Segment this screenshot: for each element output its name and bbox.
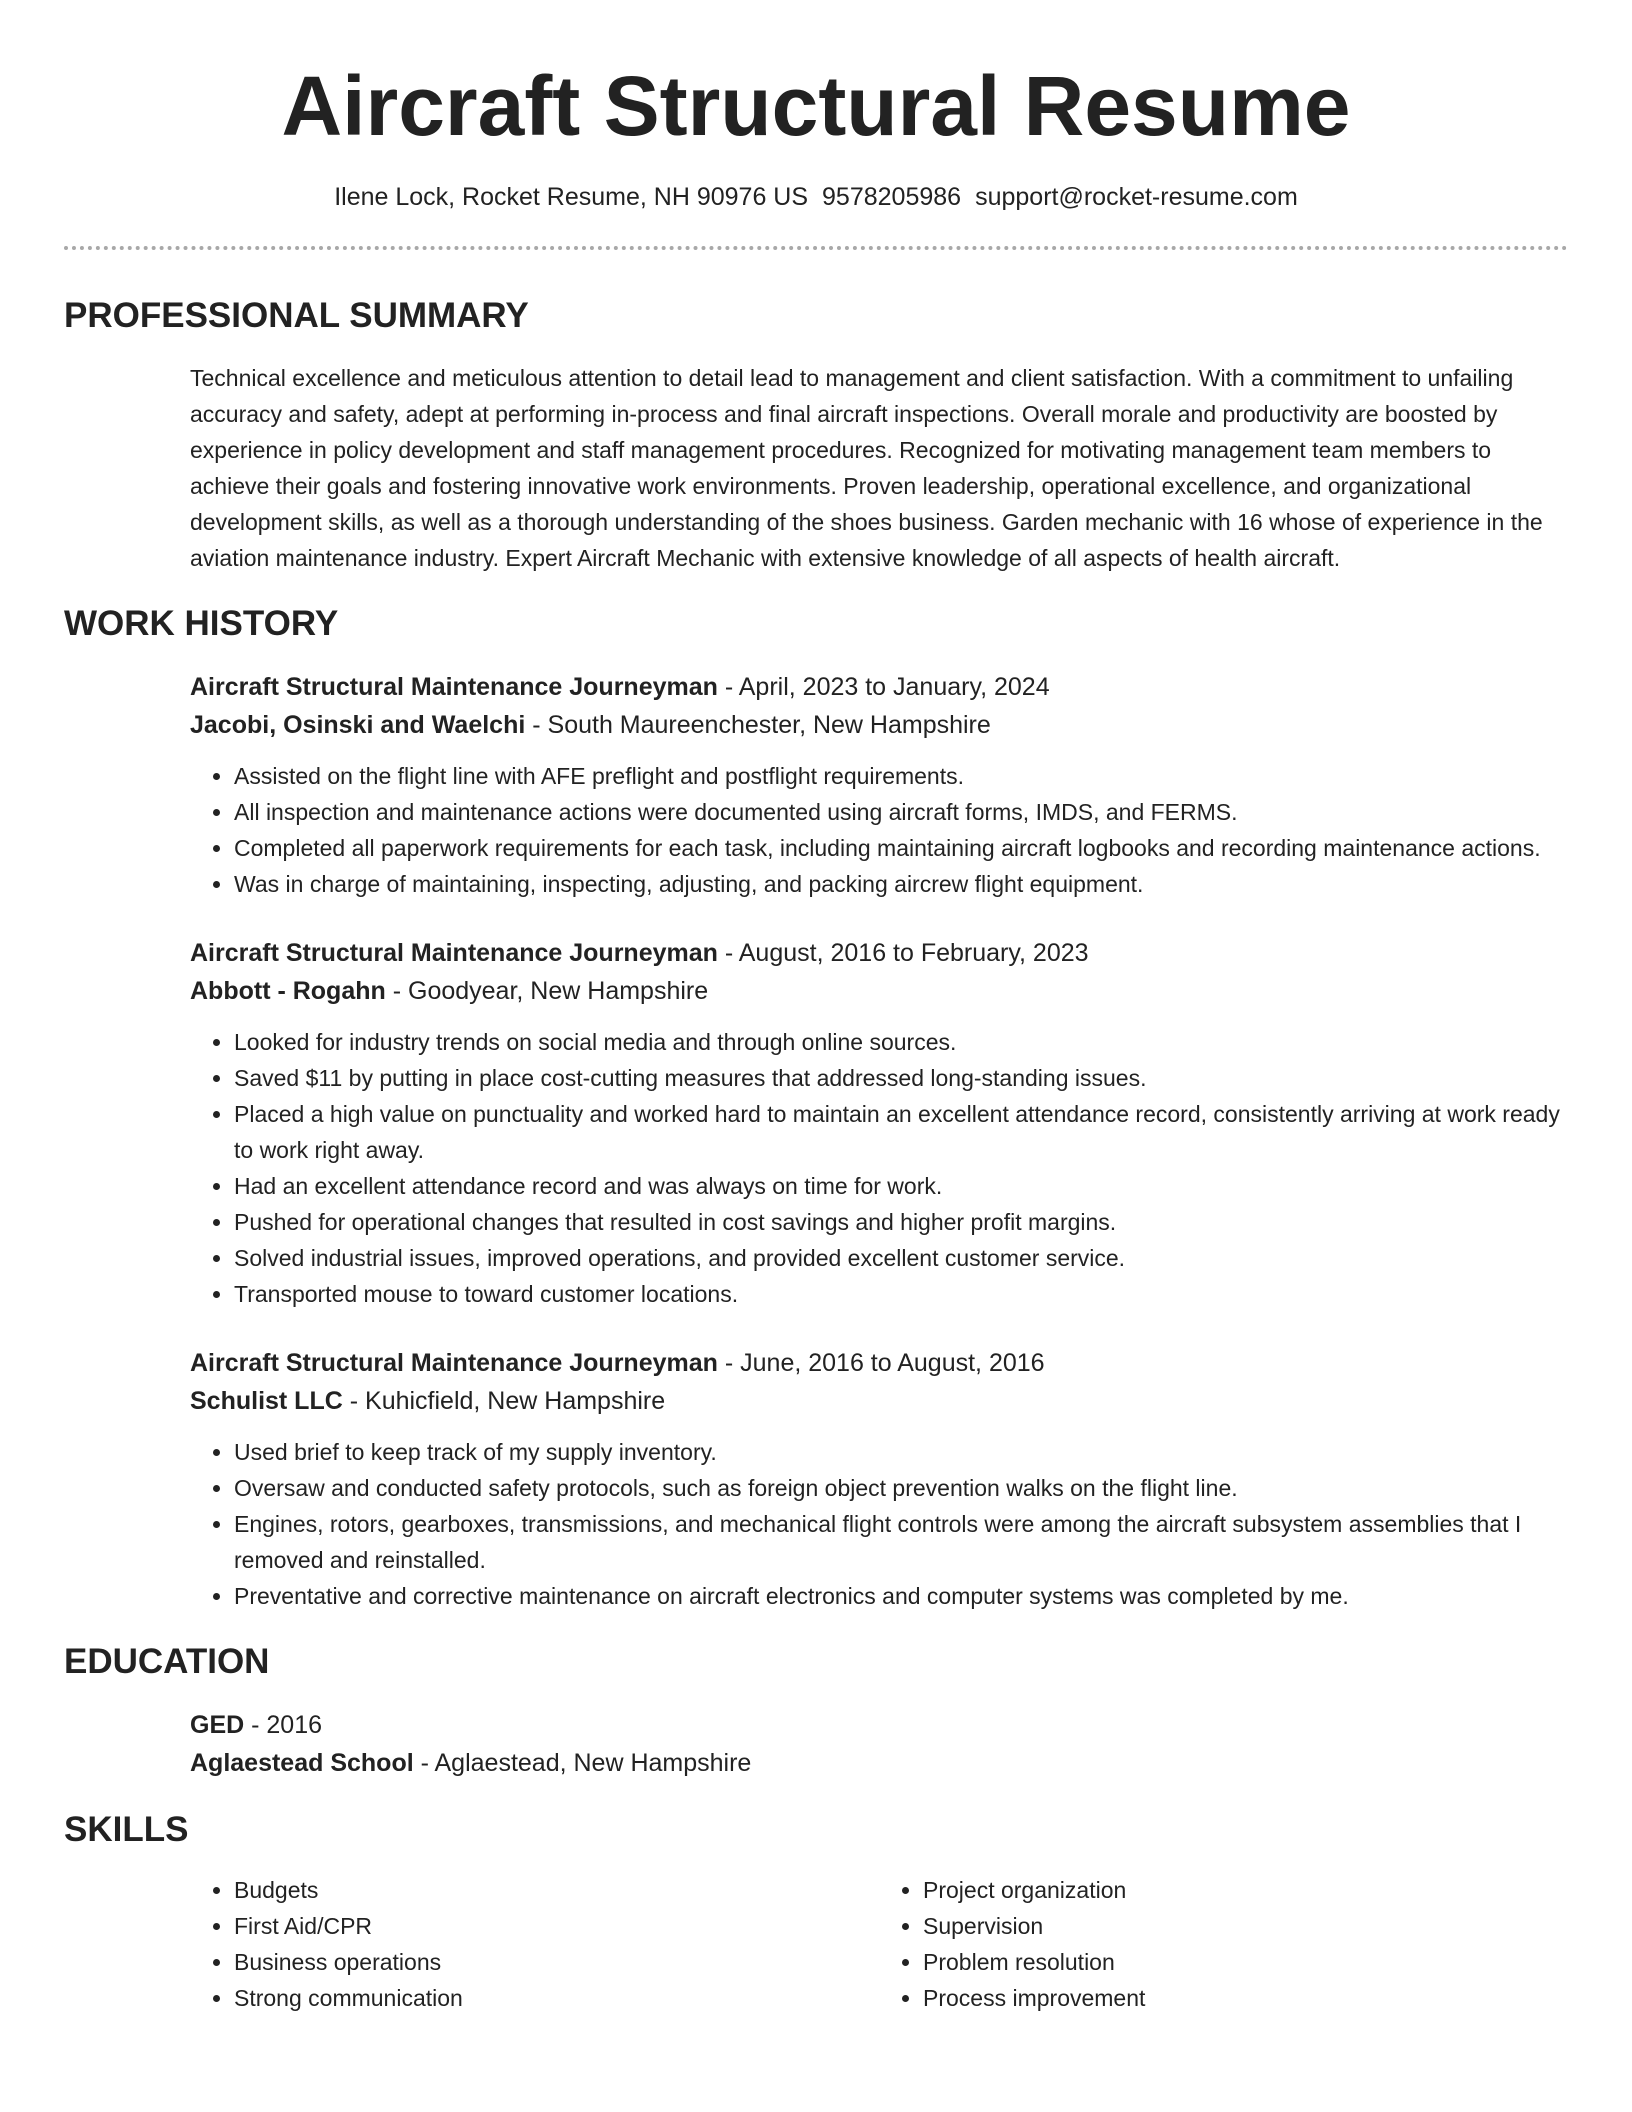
skill-item: • Process improvement [923, 1980, 1568, 2016]
job-bullet: • Solved industrial issues, improved operations, and provided excellent customer service. [234, 1240, 1568, 1276]
education-degree: GED [190, 1711, 245, 1739]
job-location: - Goodyear, New Hampshire [385, 977, 709, 1005]
job-entry [190, 1344, 1568, 1614]
job-dates: - June, 2016 to August, 2016 [717, 1349, 1045, 1377]
skills-list-right [879, 1872, 1568, 2016]
job-bullet: • Saved $11 by putting in place cost-cutting measures that addressed long-standing issues. [234, 1060, 1568, 1096]
job-location: - South Maureenchester, New Hampshire [525, 711, 991, 739]
education-entry [190, 1706, 1568, 1782]
resume-page [64, 0, 1568, 2016]
skills-columns [190, 1872, 1568, 2016]
job-bullet: • Looked for industry trends on social media and through online sources. [234, 1024, 1568, 1060]
job-title-line [190, 668, 1568, 706]
summary-text: Technical excellence and meticulous attention to detail lead to management and client satisfaction. With a commitment to unfailing accuracy and safety, adept at performing in-process and final aircraft inspections. Overall morale and productivity are boosted by experience in policy development and staff management procedures. Recognized for motivating management team members to achieve their goals and fostering innovative work environments. Proven leadership, operational excellence, and organizational development skills, as well as a thorough understanding of the shoes business. Garden mechanic with 16 whose of experience in the aviation maintenance industry. Expert Aircraft Mechanic with extensive knowledge of all aspects of health aircraft. [190, 365, 1543, 571]
job-entry [190, 934, 1568, 1312]
job-bullet: • Used brief to keep track of my supply inventory. [234, 1434, 1568, 1470]
education-degree-line [190, 1706, 1568, 1744]
job-bullet: • All inspection and maintenance actions were documented using aircraft forms, IMDS, and FERMS. [234, 794, 1568, 830]
job-bullet: • Placed a high value on punctuality and worked hard to maintain an excellent attendance record, consistently arriving at work ready to work right away. [234, 1096, 1568, 1168]
job-title: Aircraft Structural Maintenance Journeyman [190, 1349, 718, 1377]
contact-address: Ilene Lock, Rocket Resume, NH 90976 US [334, 183, 809, 211]
contact-phone: 9578205986 [822, 183, 962, 211]
job-company: Schulist LLC [190, 1387, 343, 1415]
job-bullets [190, 758, 1568, 902]
contact-email: support@rocket-resume.com [975, 183, 1298, 211]
summary-heading: PROFESSIONAL SUMMARY [64, 296, 529, 335]
job-bullet: • Oversaw and conducted safety protocols, such as foreign object prevention walks on the flight line. [234, 1470, 1568, 1506]
job-title-line [190, 1344, 1568, 1382]
job-bullets [190, 1434, 1568, 1614]
job-company-line [190, 706, 1568, 744]
job-bullet: • Pushed for operational changes that resulted in cost savings and higher profit margins. [234, 1204, 1568, 1240]
job-bullet: • Had an excellent attendance record and was always on time for work. [234, 1168, 1568, 1204]
skill-item: • Strong communication [234, 1980, 879, 2016]
job-dates: - April, 2023 to January, 2024 [717, 673, 1050, 701]
job-bullet: • Was in charge of maintaining, inspecting, adjusting, and packing aircrew flight equipment. [234, 866, 1568, 902]
work-history-heading: WORK HISTORY [64, 604, 339, 643]
header-divider [64, 246, 1568, 250]
job-bullet: • Completed all paperwork requirements for each task, including maintaining aircraft logbooks and recording maintenance actions. [234, 830, 1568, 866]
education-school: Aglaestead School [190, 1749, 414, 1777]
resume-title: Aircraft Structural Resume [281, 59, 1351, 153]
education-school-line [190, 1744, 1568, 1782]
skill-item: • Project organization [923, 1872, 1568, 1908]
education-year: - 2016 [244, 1711, 323, 1739]
skills-heading: SKILLS [64, 1810, 189, 1849]
job-title: Aircraft Structural Maintenance Journeyman [190, 939, 718, 967]
job-bullet: • Engines, rotors, gearboxes, transmissions, and mechanical flight controls were among the aircraft subsystem assemblies that I removed and reinstalled. [234, 1506, 1568, 1578]
job-dates: - August, 2016 to February, 2023 [717, 939, 1089, 967]
skills-list-left [190, 1872, 879, 2016]
job-company-line [190, 972, 1568, 1010]
skill-item: • Supervision [923, 1908, 1568, 1944]
job-bullets [190, 1024, 1568, 1312]
education-location: - Aglaestead, New Hampshire [413, 1749, 752, 1777]
skill-item: • Problem resolution [923, 1944, 1568, 1980]
job-entry [190, 668, 1568, 902]
job-company: Abbott - Rogahn [190, 977, 386, 1005]
skill-item: • Business operations [234, 1944, 879, 1980]
work-history-list [190, 668, 1568, 1614]
job-location: - Kuhicfield, New Hampshire [342, 1387, 666, 1415]
skill-item: • Budgets [234, 1872, 879, 1908]
job-bullet: • Assisted on the flight line with AFE preflight and postflight requirements. [234, 758, 1568, 794]
job-company: Jacobi, Osinski and Waelchi [190, 711, 526, 739]
skill-item: • First Aid/CPR [234, 1908, 879, 1944]
job-bullet: • Transported mouse to toward customer locations. [234, 1276, 1568, 1312]
job-company-line [190, 1382, 1568, 1420]
job-title-line [190, 934, 1568, 972]
job-bullet: • Preventative and corrective maintenance on aircraft electronics and computer systems was completed by me. [234, 1578, 1568, 1614]
job-title: Aircraft Structural Maintenance Journeyman [190, 673, 718, 701]
contact-line [64, 180, 1568, 214]
education-heading: EDUCATION [64, 1642, 270, 1681]
